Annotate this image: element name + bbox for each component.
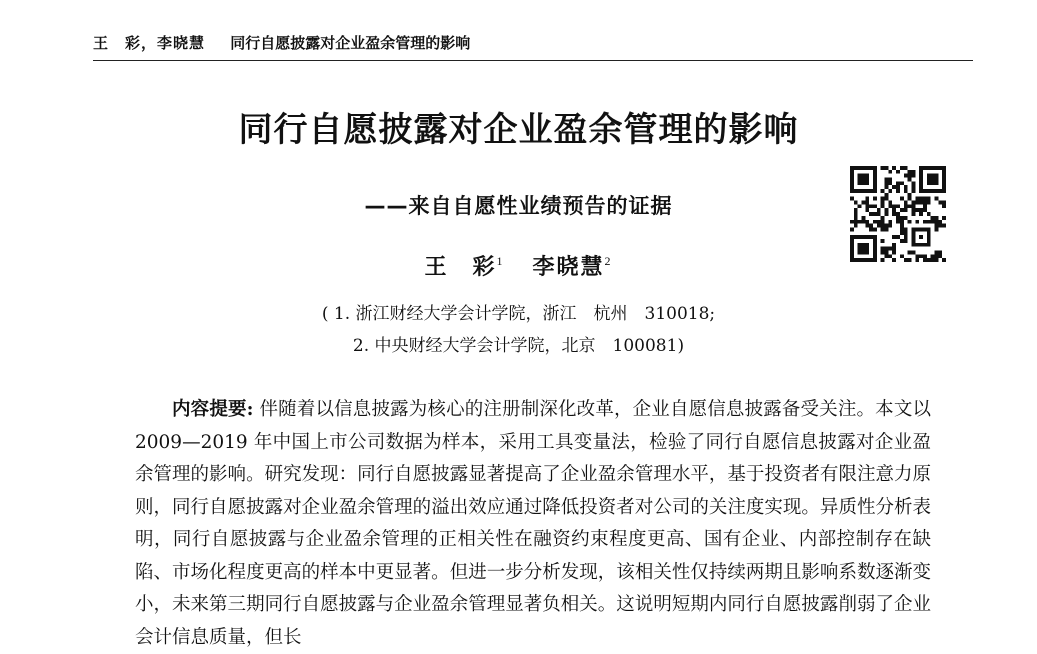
author-2-affiliation-mark: 2 <box>604 254 613 268</box>
affiliations <box>0 298 1037 362</box>
paper-subtitle: ——来自自愿性业绩预告的证据 <box>364 194 673 218</box>
author-1[interactable] <box>424 255 504 280</box>
running-header-authors: 王 彩，李晓慧 <box>93 34 206 52</box>
affiliation-2: 2. 中央财经大学会计学院，北京 100081) <box>352 336 685 356</box>
running-header-title: 同行自愿披露对企业盈余管理的影响 <box>230 34 471 52</box>
running-header <box>93 30 973 61</box>
abstract <box>135 394 931 654</box>
author-1-affiliation-mark: 1 <box>496 254 505 268</box>
author-2[interactable] <box>533 255 613 280</box>
authors <box>0 248 1037 288</box>
author-2-name: 李晓慧 <box>532 255 605 280</box>
author-1-name: 王 彩 <box>424 255 497 280</box>
paper-title: 同行自愿披露对企业盈余管理的影响 <box>238 110 799 150</box>
abstract-label: 内容提要: <box>172 399 254 420</box>
affiliation-1: ( 1. 浙江财经大学会计学院，浙江 杭州 310018; <box>321 304 716 324</box>
abstract-text: 伴随着以信息披露为核心的注册制深化改革，企业自愿信息披露备受关注。本文以 2009—2019 年中国上市公司数据为样本，采用工具变量法，检验了同行自愿信息披露对企业盈余管理的影响。研究发现：同行自愿披露显著提高了企业盈余管理水平，基于投资者有限注意力原则，同行自愿披露对企业盈余管理的溢出效应通过降低投资者对公司的关注度实现。异质性分析表明，同行自愿披露与企业盈余管理的正相关性在融资约束程度更高、国有企业、内部控制存在缺陷、市场化程度更高的样本中更显著。但进一步分析发现，该相关性仅持续两期且影响系数逐渐变小，未来第三期同行自愿披露与企业盈余管理显著负相关。这说明短期内同行自愿披露削弱了企业会计信息质量，但长 <box>135 399 931 648</box>
